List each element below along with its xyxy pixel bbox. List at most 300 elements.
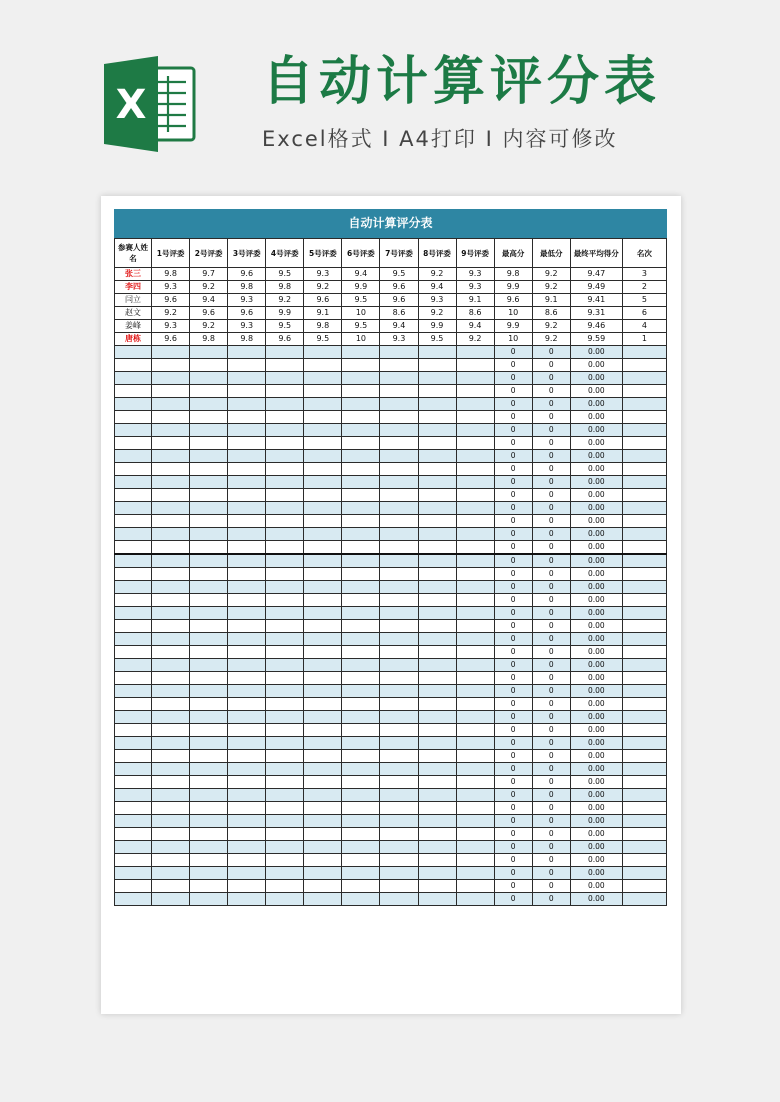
- empty-cell[interactable]: [304, 698, 342, 711]
- empty-cell[interactable]: [190, 489, 228, 502]
- score-cell[interactable]: 9.9: [266, 307, 304, 320]
- score-cell[interactable]: 9.9: [342, 281, 380, 294]
- empty-cell[interactable]: [380, 372, 418, 385]
- empty-cell[interactable]: [456, 776, 494, 789]
- score-cell[interactable]: 9.4: [418, 281, 456, 294]
- empty-cell[interactable]: [380, 659, 418, 672]
- average-score-cell[interactable]: 0.00: [570, 607, 622, 620]
- empty-cell[interactable]: [418, 867, 456, 880]
- empty-cell[interactable]: [152, 502, 190, 515]
- min-score-cell[interactable]: 0: [532, 515, 570, 528]
- empty-cell[interactable]: [190, 646, 228, 659]
- empty-cell[interactable]: [622, 698, 666, 711]
- empty-cell[interactable]: [266, 672, 304, 685]
- empty-cell[interactable]: [622, 528, 666, 541]
- max-score-cell[interactable]: 0: [494, 633, 532, 646]
- empty-cell[interactable]: [190, 372, 228, 385]
- average-score-cell[interactable]: 0.00: [570, 802, 622, 815]
- average-score-cell[interactable]: 0.00: [570, 489, 622, 502]
- min-score-cell[interactable]: 0: [532, 854, 570, 867]
- empty-cell[interactable]: [152, 581, 190, 594]
- score-cell[interactable]: 9.6: [152, 294, 190, 307]
- empty-cell[interactable]: [418, 346, 456, 359]
- empty-cell[interactable]: [152, 854, 190, 867]
- empty-cell[interactable]: [622, 398, 666, 411]
- empty-cell[interactable]: [152, 450, 190, 463]
- average-score-cell[interactable]: 0.00: [570, 502, 622, 515]
- empty-cell[interactable]: [266, 711, 304, 724]
- empty-cell[interactable]: [152, 828, 190, 841]
- empty-cell[interactable]: [115, 359, 152, 372]
- empty-cell[interactable]: [622, 515, 666, 528]
- empty-cell[interactable]: [152, 841, 190, 854]
- min-score-cell[interactable]: 0: [532, 489, 570, 502]
- empty-cell[interactable]: [622, 659, 666, 672]
- average-score-cell[interactable]: 0.00: [570, 672, 622, 685]
- min-score-cell[interactable]: 0: [532, 620, 570, 633]
- empty-cell[interactable]: [342, 880, 380, 893]
- empty-cell[interactable]: [622, 476, 666, 489]
- empty-cell[interactable]: [418, 398, 456, 411]
- empty-cell[interactable]: [190, 607, 228, 620]
- empty-cell[interactable]: [266, 411, 304, 424]
- empty-cell[interactable]: [342, 450, 380, 463]
- empty-cell[interactable]: [266, 867, 304, 880]
- empty-cell[interactable]: [342, 724, 380, 737]
- min-score-cell[interactable]: 0: [532, 581, 570, 594]
- empty-cell[interactable]: [228, 502, 266, 515]
- empty-cell[interactable]: [456, 646, 494, 659]
- empty-cell[interactable]: [266, 789, 304, 802]
- empty-cell[interactable]: [380, 554, 418, 568]
- empty-cell[interactable]: [190, 411, 228, 424]
- empty-cell[interactable]: [228, 607, 266, 620]
- empty-cell[interactable]: [456, 385, 494, 398]
- empty-cell[interactable]: [304, 594, 342, 607]
- empty-cell[interactable]: [418, 711, 456, 724]
- score-cell[interactable]: 9.4: [190, 294, 228, 307]
- empty-cell[interactable]: [380, 763, 418, 776]
- empty-cell[interactable]: [342, 802, 380, 815]
- score-cell[interactable]: 9.3: [152, 320, 190, 333]
- average-score-cell[interactable]: 0.00: [570, 515, 622, 528]
- empty-cell[interactable]: [152, 763, 190, 776]
- empty-cell[interactable]: [622, 672, 666, 685]
- empty-cell[interactable]: [304, 528, 342, 541]
- average-score-cell[interactable]: 0.00: [570, 893, 622, 906]
- empty-cell[interactable]: [266, 541, 304, 555]
- empty-cell[interactable]: [115, 450, 152, 463]
- empty-cell[interactable]: [228, 750, 266, 763]
- name-cell[interactable]: 李四: [115, 281, 152, 294]
- empty-cell[interactable]: [418, 554, 456, 568]
- empty-cell[interactable]: [190, 776, 228, 789]
- empty-cell[interactable]: [266, 489, 304, 502]
- max-score-cell[interactable]: 0: [494, 893, 532, 906]
- average-score-cell[interactable]: 0.00: [570, 737, 622, 750]
- empty-cell[interactable]: [418, 672, 456, 685]
- empty-cell[interactable]: [190, 802, 228, 815]
- empty-cell[interactable]: [228, 594, 266, 607]
- empty-cell[interactable]: [228, 789, 266, 802]
- empty-cell[interactable]: [456, 789, 494, 802]
- empty-cell[interactable]: [228, 372, 266, 385]
- empty-cell[interactable]: [152, 437, 190, 450]
- average-score-cell[interactable]: 9.31: [570, 307, 622, 320]
- min-score-cell[interactable]: 0: [532, 502, 570, 515]
- min-score-cell[interactable]: 0: [532, 463, 570, 476]
- empty-cell[interactable]: [418, 776, 456, 789]
- min-score-cell[interactable]: 0: [532, 554, 570, 568]
- empty-cell[interactable]: [152, 476, 190, 489]
- name-cell[interactable]: 张三: [115, 268, 152, 281]
- empty-cell[interactable]: [190, 633, 228, 646]
- empty-cell[interactable]: [418, 815, 456, 828]
- empty-cell[interactable]: [115, 698, 152, 711]
- score-cell[interactable]: 9.3: [152, 281, 190, 294]
- empty-cell[interactable]: [418, 802, 456, 815]
- empty-cell[interactable]: [304, 802, 342, 815]
- empty-cell[interactable]: [190, 502, 228, 515]
- max-score-cell[interactable]: 10: [494, 333, 532, 346]
- empty-cell[interactable]: [266, 594, 304, 607]
- empty-cell[interactable]: [380, 398, 418, 411]
- empty-cell[interactable]: [456, 398, 494, 411]
- empty-cell[interactable]: [342, 815, 380, 828]
- empty-cell[interactable]: [622, 385, 666, 398]
- empty-cell[interactable]: [190, 724, 228, 737]
- empty-cell[interactable]: [342, 672, 380, 685]
- average-score-cell[interactable]: 0.00: [570, 854, 622, 867]
- max-score-cell[interactable]: 0: [494, 789, 532, 802]
- empty-cell[interactable]: [342, 594, 380, 607]
- score-cell[interactable]: 9.3: [418, 294, 456, 307]
- empty-cell[interactable]: [152, 541, 190, 555]
- empty-cell[interactable]: [456, 541, 494, 555]
- empty-cell[interactable]: [228, 737, 266, 750]
- empty-cell[interactable]: [304, 646, 342, 659]
- empty-cell[interactable]: [342, 763, 380, 776]
- empty-cell[interactable]: [380, 463, 418, 476]
- empty-cell[interactable]: [622, 893, 666, 906]
- empty-cell[interactable]: [380, 502, 418, 515]
- score-cell[interactable]: 9.4: [342, 268, 380, 281]
- min-score-cell[interactable]: 0: [532, 789, 570, 802]
- empty-cell[interactable]: [380, 633, 418, 646]
- empty-cell[interactable]: [266, 633, 304, 646]
- empty-cell[interactable]: [152, 880, 190, 893]
- empty-cell[interactable]: [115, 893, 152, 906]
- max-score-cell[interactable]: 0: [494, 568, 532, 581]
- empty-cell[interactable]: [228, 437, 266, 450]
- empty-cell[interactable]: [228, 711, 266, 724]
- empty-cell[interactable]: [380, 802, 418, 815]
- min-score-cell[interactable]: 0: [532, 476, 570, 489]
- empty-cell[interactable]: [266, 359, 304, 372]
- empty-cell[interactable]: [304, 841, 342, 854]
- empty-cell[interactable]: [342, 789, 380, 802]
- empty-cell[interactable]: [304, 828, 342, 841]
- empty-cell[interactable]: [152, 411, 190, 424]
- empty-cell[interactable]: [342, 424, 380, 437]
- name-cell[interactable]: 赵文: [115, 307, 152, 320]
- empty-cell[interactable]: [266, 815, 304, 828]
- empty-cell[interactable]: [266, 450, 304, 463]
- empty-cell[interactable]: [456, 450, 494, 463]
- max-score-cell[interactable]: 0: [494, 737, 532, 750]
- max-score-cell[interactable]: 10: [494, 307, 532, 320]
- empty-cell[interactable]: [456, 880, 494, 893]
- empty-cell[interactable]: [266, 698, 304, 711]
- score-cell[interactable]: 8.6: [456, 307, 494, 320]
- empty-cell[interactable]: [190, 659, 228, 672]
- empty-cell[interactable]: [115, 646, 152, 659]
- empty-cell[interactable]: [228, 411, 266, 424]
- empty-cell[interactable]: [342, 620, 380, 633]
- empty-cell[interactable]: [456, 828, 494, 841]
- empty-cell[interactable]: [266, 437, 304, 450]
- empty-cell[interactable]: [342, 411, 380, 424]
- empty-cell[interactable]: [456, 581, 494, 594]
- empty-cell[interactable]: [622, 867, 666, 880]
- max-score-cell[interactable]: 0: [494, 489, 532, 502]
- max-score-cell[interactable]: 0: [494, 672, 532, 685]
- rank-cell[interactable]: 2: [622, 281, 666, 294]
- empty-cell[interactable]: [266, 581, 304, 594]
- empty-cell[interactable]: [115, 711, 152, 724]
- max-score-cell[interactable]: 0: [494, 750, 532, 763]
- empty-cell[interactable]: [152, 776, 190, 789]
- empty-cell[interactable]: [418, 515, 456, 528]
- empty-cell[interactable]: [152, 698, 190, 711]
- max-score-cell[interactable]: 0: [494, 867, 532, 880]
- max-score-cell[interactable]: 0: [494, 854, 532, 867]
- empty-cell[interactable]: [115, 528, 152, 541]
- empty-cell[interactable]: [456, 815, 494, 828]
- max-score-cell[interactable]: 0: [494, 541, 532, 555]
- empty-cell[interactable]: [190, 541, 228, 555]
- empty-cell[interactable]: [380, 698, 418, 711]
- empty-cell[interactable]: [622, 685, 666, 698]
- empty-cell[interactable]: [228, 633, 266, 646]
- empty-cell[interactable]: [266, 854, 304, 867]
- empty-cell[interactable]: [418, 411, 456, 424]
- empty-cell[interactable]: [152, 620, 190, 633]
- empty-cell[interactable]: [342, 867, 380, 880]
- empty-cell[interactable]: [380, 581, 418, 594]
- empty-cell[interactable]: [622, 828, 666, 841]
- score-cell[interactable]: 9.2: [190, 281, 228, 294]
- empty-cell[interactable]: [152, 463, 190, 476]
- score-cell[interactable]: 9.4: [456, 320, 494, 333]
- empty-cell[interactable]: [342, 489, 380, 502]
- empty-cell[interactable]: [622, 450, 666, 463]
- empty-cell[interactable]: [622, 750, 666, 763]
- empty-cell[interactable]: [342, 581, 380, 594]
- max-score-cell[interactable]: 0: [494, 659, 532, 672]
- empty-cell[interactable]: [228, 346, 266, 359]
- empty-cell[interactable]: [342, 711, 380, 724]
- empty-cell[interactable]: [190, 672, 228, 685]
- score-cell[interactable]: 9.6: [380, 294, 418, 307]
- empty-cell[interactable]: [266, 659, 304, 672]
- score-cell[interactable]: 9.2: [152, 307, 190, 320]
- empty-cell[interactable]: [266, 724, 304, 737]
- empty-cell[interactable]: [304, 568, 342, 581]
- max-score-cell[interactable]: 0: [494, 685, 532, 698]
- empty-cell[interactable]: [342, 737, 380, 750]
- empty-cell[interactable]: [456, 476, 494, 489]
- empty-cell[interactable]: [152, 594, 190, 607]
- empty-cell[interactable]: [342, 359, 380, 372]
- empty-cell[interactable]: [304, 815, 342, 828]
- empty-cell[interactable]: [342, 541, 380, 555]
- score-cell[interactable]: 9.6: [304, 294, 342, 307]
- empty-cell[interactable]: [304, 515, 342, 528]
- empty-cell[interactable]: [418, 568, 456, 581]
- empty-cell[interactable]: [152, 633, 190, 646]
- empty-cell[interactable]: [266, 607, 304, 620]
- average-score-cell[interactable]: 9.49: [570, 281, 622, 294]
- min-score-cell[interactable]: 0: [532, 893, 570, 906]
- score-cell[interactable]: 9.3: [456, 281, 494, 294]
- average-score-cell[interactable]: 0.00: [570, 698, 622, 711]
- min-score-cell[interactable]: 0: [532, 672, 570, 685]
- rank-cell[interactable]: 1: [622, 333, 666, 346]
- empty-cell[interactable]: [622, 594, 666, 607]
- score-cell[interactable]: 9.8: [266, 281, 304, 294]
- empty-cell[interactable]: [622, 346, 666, 359]
- empty-cell[interactable]: [456, 568, 494, 581]
- empty-cell[interactable]: [456, 724, 494, 737]
- average-score-cell[interactable]: 0.00: [570, 633, 622, 646]
- score-cell[interactable]: 9.2: [190, 320, 228, 333]
- empty-cell[interactable]: [115, 815, 152, 828]
- empty-cell[interactable]: [622, 463, 666, 476]
- min-score-cell[interactable]: 0: [532, 528, 570, 541]
- empty-cell[interactable]: [115, 372, 152, 385]
- score-cell[interactable]: 9.2: [456, 333, 494, 346]
- empty-cell[interactable]: [342, 398, 380, 411]
- empty-cell[interactable]: [380, 646, 418, 659]
- max-score-cell[interactable]: 9.9: [494, 320, 532, 333]
- empty-cell[interactable]: [418, 685, 456, 698]
- min-score-cell[interactable]: 0: [532, 633, 570, 646]
- max-score-cell[interactable]: 0: [494, 424, 532, 437]
- average-score-cell[interactable]: 0.00: [570, 450, 622, 463]
- min-score-cell[interactable]: 0: [532, 841, 570, 854]
- empty-cell[interactable]: [622, 789, 666, 802]
- empty-cell[interactable]: [418, 789, 456, 802]
- empty-cell[interactable]: [115, 672, 152, 685]
- empty-cell[interactable]: [228, 541, 266, 555]
- empty-cell[interactable]: [380, 672, 418, 685]
- empty-cell[interactable]: [380, 776, 418, 789]
- empty-cell[interactable]: [266, 763, 304, 776]
- empty-cell[interactable]: [342, 554, 380, 568]
- score-cell[interactable]: 9.2: [418, 307, 456, 320]
- empty-cell[interactable]: [152, 489, 190, 502]
- empty-cell[interactable]: [266, 620, 304, 633]
- empty-cell[interactable]: [380, 450, 418, 463]
- empty-cell[interactable]: [190, 828, 228, 841]
- average-score-cell[interactable]: 0.00: [570, 463, 622, 476]
- score-cell[interactable]: 9.5: [418, 333, 456, 346]
- empty-cell[interactable]: [342, 685, 380, 698]
- empty-cell[interactable]: [342, 346, 380, 359]
- name-cell[interactable]: 唐栋: [115, 333, 152, 346]
- min-score-cell[interactable]: 0: [532, 437, 570, 450]
- score-cell[interactable]: 9.6: [266, 333, 304, 346]
- empty-cell[interactable]: [456, 737, 494, 750]
- empty-cell[interactable]: [380, 620, 418, 633]
- empty-cell[interactable]: [418, 828, 456, 841]
- empty-cell[interactable]: [190, 867, 228, 880]
- empty-cell[interactable]: [380, 789, 418, 802]
- empty-cell[interactable]: [228, 489, 266, 502]
- max-score-cell[interactable]: 0: [494, 802, 532, 815]
- empty-cell[interactable]: [152, 672, 190, 685]
- empty-cell[interactable]: [304, 893, 342, 906]
- max-score-cell[interactable]: 0: [494, 450, 532, 463]
- empty-cell[interactable]: [342, 568, 380, 581]
- empty-cell[interactable]: [342, 698, 380, 711]
- empty-cell[interactable]: [152, 789, 190, 802]
- empty-cell[interactable]: [152, 424, 190, 437]
- empty-cell[interactable]: [115, 724, 152, 737]
- empty-cell[interactable]: [380, 815, 418, 828]
- empty-cell[interactable]: [456, 802, 494, 815]
- empty-cell[interactable]: [342, 841, 380, 854]
- empty-cell[interactable]: [418, 424, 456, 437]
- empty-cell[interactable]: [266, 893, 304, 906]
- empty-cell[interactable]: [456, 763, 494, 776]
- score-cell[interactable]: 10: [342, 333, 380, 346]
- score-cell[interactable]: 9.5: [380, 268, 418, 281]
- rank-cell[interactable]: 4: [622, 320, 666, 333]
- empty-cell[interactable]: [152, 646, 190, 659]
- empty-cell[interactable]: [342, 893, 380, 906]
- min-score-cell[interactable]: 0: [532, 880, 570, 893]
- empty-cell[interactable]: [152, 385, 190, 398]
- empty-cell[interactable]: [190, 737, 228, 750]
- max-score-cell[interactable]: 0: [494, 698, 532, 711]
- max-score-cell[interactable]: 0: [494, 581, 532, 594]
- min-score-cell[interactable]: 0: [532, 541, 570, 555]
- empty-cell[interactable]: [622, 581, 666, 594]
- empty-cell[interactable]: [304, 554, 342, 568]
- score-cell[interactable]: 9.1: [304, 307, 342, 320]
- empty-cell[interactable]: [418, 594, 456, 607]
- min-score-cell[interactable]: 0: [532, 685, 570, 698]
- empty-cell[interactable]: [115, 594, 152, 607]
- empty-cell[interactable]: [304, 541, 342, 555]
- empty-cell[interactable]: [228, 620, 266, 633]
- empty-cell[interactable]: [622, 711, 666, 724]
- empty-cell[interactable]: [456, 437, 494, 450]
- empty-cell[interactable]: [152, 372, 190, 385]
- empty-cell[interactable]: [380, 515, 418, 528]
- empty-cell[interactable]: [266, 554, 304, 568]
- empty-cell[interactable]: [190, 750, 228, 763]
- max-score-cell[interactable]: 9.9: [494, 281, 532, 294]
- empty-cell[interactable]: [342, 463, 380, 476]
- score-cell[interactable]: 9.7: [190, 268, 228, 281]
- empty-cell[interactable]: [190, 385, 228, 398]
- empty-cell[interactable]: [190, 685, 228, 698]
- empty-cell[interactable]: [152, 359, 190, 372]
- empty-cell[interactable]: [380, 528, 418, 541]
